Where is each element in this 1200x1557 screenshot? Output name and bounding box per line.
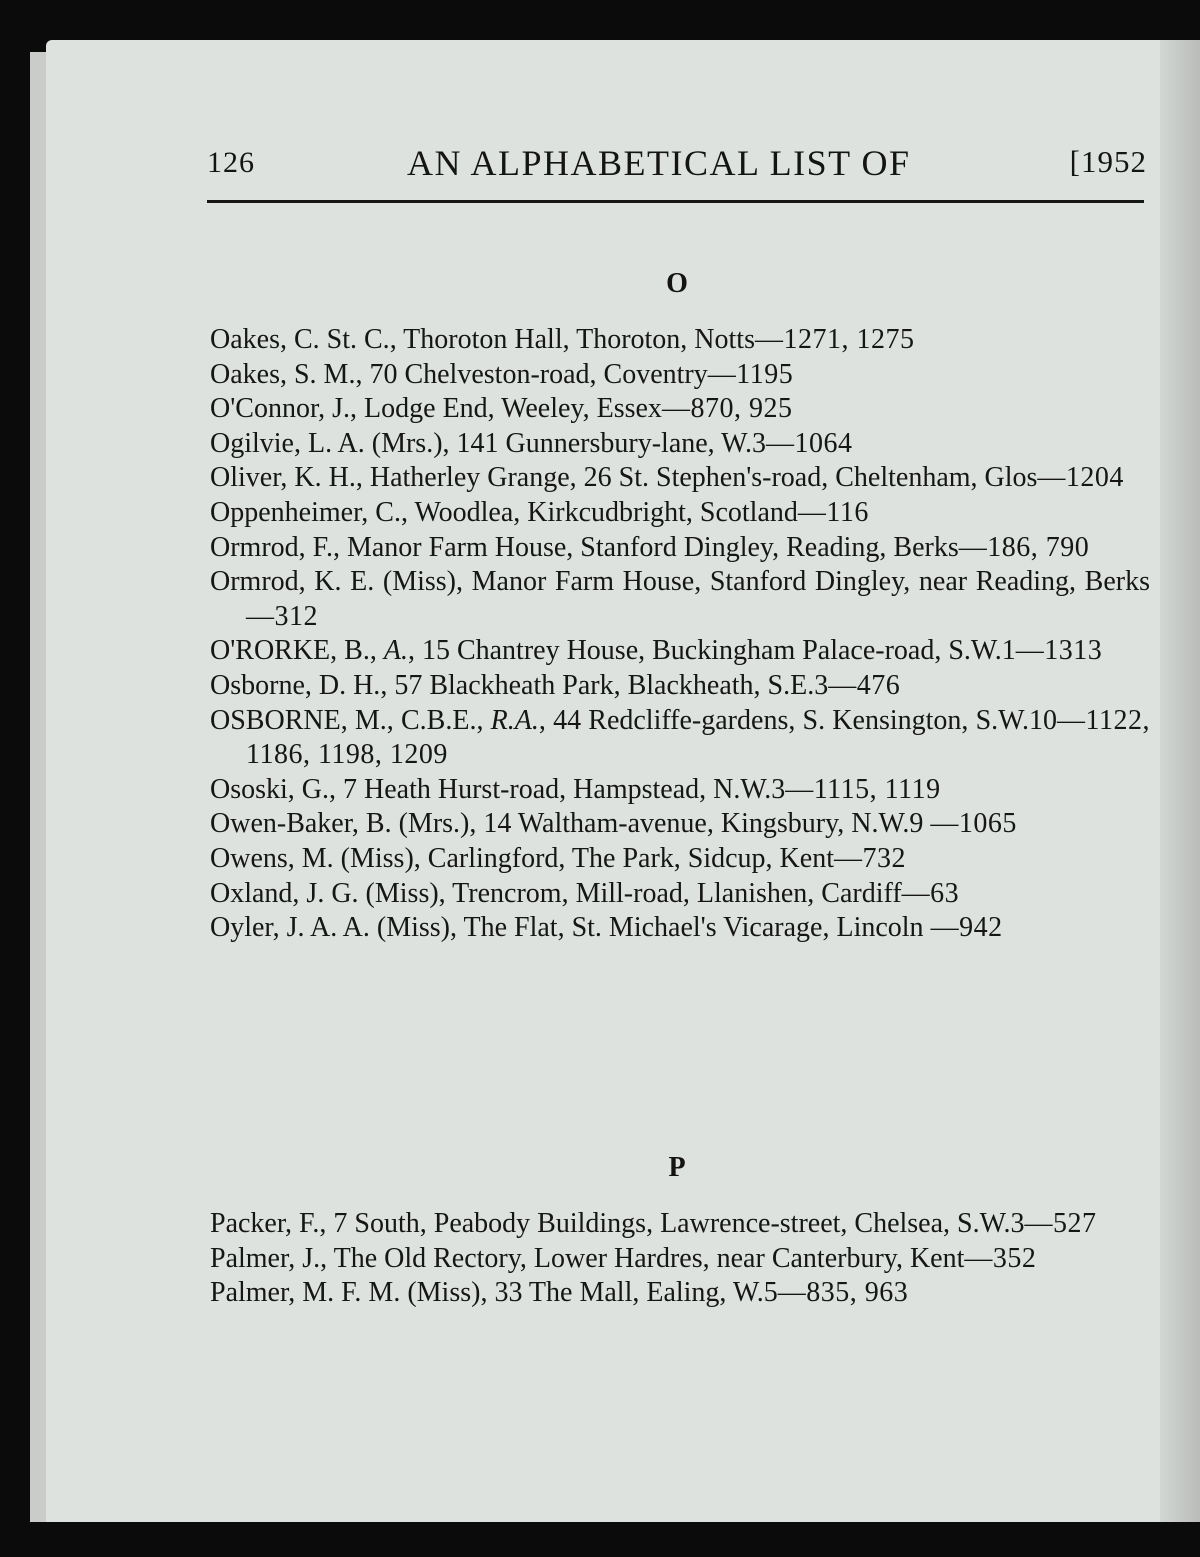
entry-address: , Lodge End, Weeley, Essex — [350, 393, 662, 425]
entry-numbers: —835, 963 — [777, 1277, 909, 1309]
entry-address: , Manor Farm House, Stanford Dingley, Reading, Berks — [332, 531, 959, 563]
entry-numbers: —942 — [930, 912, 1003, 944]
entry-address: , Carlingford, The Park, Sidcup, Kent — [413, 842, 834, 874]
scan-background — [0, 1522, 1200, 1557]
entry-numbers: —1065 — [930, 808, 1017, 840]
section-letter-p: P — [668, 1152, 686, 1183]
list-item: O'RORKE, B., A., 15 Chantrey House, Buckingham Palace-road, S.W.1—1313 — [210, 635, 1103, 667]
entry-address: , 14 Waltham-avenue, Kingsbury, N.W.9 — [469, 808, 924, 840]
header-year: [1952 — [1069, 144, 1147, 179]
list-item — [210, 807, 1150, 842]
entry-name: Ormrod, F. — [210, 531, 333, 563]
page-number: 126 — [207, 146, 255, 179]
list-item — [210, 773, 1150, 808]
entry-name: Ormrod, K. E. (Miss) — [210, 566, 456, 598]
list-item — [210, 427, 1150, 462]
list-item — [210, 496, 1150, 531]
entry-address: , 141 Gunnersbury-lane, W.3 — [442, 427, 767, 459]
header-rule — [207, 200, 1144, 203]
entry-numbers: —1271, 1275 — [754, 324, 915, 355]
entry-numbers: —527 — [1024, 1208, 1097, 1239]
entry-name: Palmer, M. F. M. (Miss) — [210, 1277, 481, 1309]
entry-name: Oliver, K. H. — [210, 462, 356, 494]
entry-name: Ogilvie, L. A. (Mrs.) — [210, 427, 443, 459]
entry-address: , Manor Farm House, Stanford Dingley, near Reading, Berks — [456, 566, 1150, 598]
list-item — [210, 1276, 1150, 1311]
entry-numbers: —870, 925 — [661, 393, 793, 425]
entry-address: , 33 The Mall, Ealing, W.5 — [480, 1277, 778, 1309]
entry-numbers: —116 — [797, 496, 869, 528]
entry-numbers: —1313 — [1015, 635, 1103, 667]
entry-numbers: —352 — [964, 1242, 1037, 1274]
entry-address: , Trencrom, Mill-road, Llanishen, Cardiff — [438, 877, 902, 909]
list-item — [210, 1242, 1150, 1277]
list-item: OSBORNE, M., C.B.E., R.A., 44 Redcliffe-gardens, S. Kensington, S.W.10—1122, 1186, 1198, 1209 — [210, 704, 1151, 771]
entry-address: , Hatherley Grange, 26 St. Stephen's-road, Cheltenham, Glos — [355, 462, 1038, 494]
list-item — [210, 911, 1150, 946]
list-item — [210, 531, 1150, 566]
entry-name: O'RORKE, B. — [210, 635, 370, 667]
entry-address: , The Old Rectory, Lower Hardres, near Canterbury, Kent — [320, 1242, 965, 1274]
entry-name: Packer, F. — [210, 1208, 320, 1239]
section-o-entries — [210, 323, 1150, 946]
list-item — [210, 669, 1150, 704]
page-title: AN ALPHABETICAL LIST OF — [407, 143, 911, 183]
entry-numbers: —1195 — [707, 358, 794, 390]
entry-numbers: —312 — [246, 600, 318, 632]
entry-distinction: R.A. — [490, 704, 539, 736]
list-item — [210, 565, 1150, 634]
entry-name: Oyler, J. A. A. (Miss) — [210, 912, 450, 944]
entry-numbers: —1064 — [766, 427, 853, 459]
entry-numbers: —732 — [833, 842, 906, 874]
section-letter-o: O — [666, 268, 688, 299]
list-item — [210, 461, 1150, 496]
entry-address: , 15 Chantrey House, Buckingham Palace-road, S.W.1 — [407, 635, 1016, 667]
entry-address: , The Flat, St. Michael's Vicarage, Lincoln — [450, 912, 924, 944]
entry-address: , 57 Blackheath Park, Blackheath, S.E.3 — [380, 669, 829, 701]
entry-numbers: —186, 790 — [958, 531, 1090, 563]
entry-address: , Woodlea, Kirkcudbright, Scotland — [400, 496, 798, 528]
running-header — [207, 136, 1147, 186]
list-item — [210, 842, 1150, 877]
section-p-entries — [210, 1207, 1150, 1311]
list-item — [210, 392, 1150, 427]
entry-name: Oppenheimer, C. — [210, 496, 401, 528]
entry-name: Oxland, J. G. (Miss) — [210, 877, 439, 909]
entry-numbers: —1204 — [1037, 462, 1124, 494]
entry-address: , Thoroton Hall, Thoroton, Notts — [389, 324, 755, 355]
entry-name: Oakes, S. M. — [210, 358, 356, 390]
entry-name: Osborne, D. H. — [210, 669, 381, 701]
entry-numbers: —1115, 1119 — [785, 773, 941, 805]
entry-numbers: —63 — [901, 877, 960, 909]
entry-numbers: —476 — [828, 669, 901, 701]
list-item — [210, 1207, 1150, 1242]
entry-distinction: A. — [383, 635, 408, 667]
entry-name: O'Connor, J. — [210, 393, 351, 425]
entry-address: , 44 Redcliffe-gardens, S. Kensington, S.W.10 — [538, 704, 1058, 736]
entry-name: Oakes, C. St. C. — [210, 324, 390, 355]
list-item — [210, 877, 1150, 912]
entry-numbers: —1122, 1186, 1198, 1209 — [246, 704, 1151, 771]
entry-name: OSBORNE, M., C.B.E. — [210, 704, 477, 736]
entry-name: Palmer, J. — [210, 1242, 321, 1274]
page-fore-edge — [1160, 40, 1200, 1525]
list-item — [210, 323, 1150, 358]
entry-address: , 70 Chelveston-road, Coventry — [355, 358, 708, 390]
entry-address: , 7 Heath Hurst-road, Hampstead, N.W.3 — [329, 773, 786, 805]
entry-name: Owens, M. (Miss) — [210, 842, 414, 874]
entry-name: Owen-Baker, B. (Mrs.) — [210, 808, 470, 840]
list-item — [210, 358, 1150, 393]
entry-address: , 7 South, Peabody Buildings, Lawrence-street, Chelsea, S.W.3 — [319, 1208, 1025, 1239]
entry-name: Ososki, G. — [210, 773, 330, 805]
